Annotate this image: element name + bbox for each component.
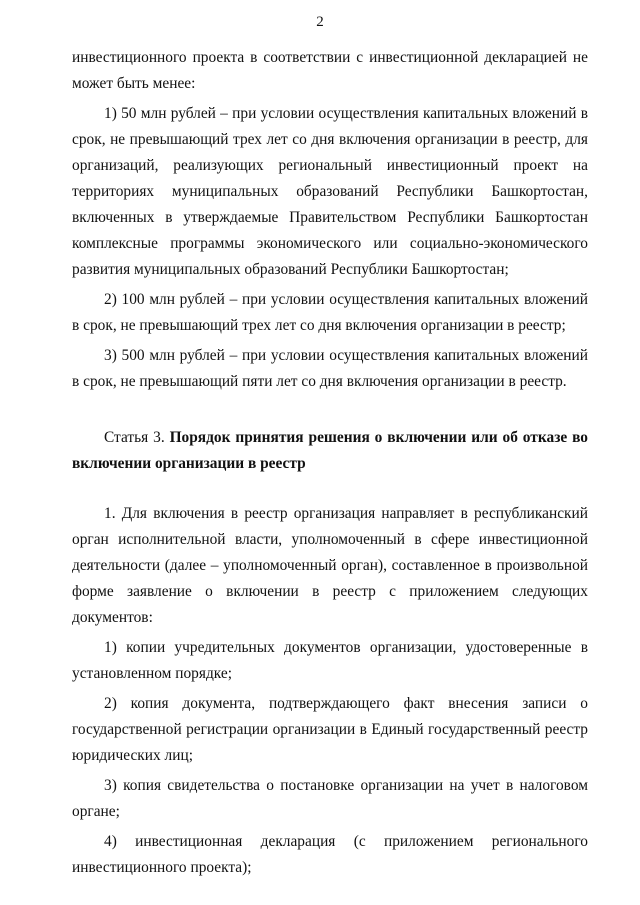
article-title: Порядок принятия решения о включении или об отказе во включении организации в реестр — [72, 429, 589, 472]
article-item-1: 1. Для включения в реестр организация направляет в республиканский орган исполнительной власти, уполномоченный в сфере инвестиционной деятельности (далее – уполномоченный орган), составленное в произвольной форме заявление о включении в реестр с приложением следующих документов: — [72, 505, 588, 626]
article-heading — [72, 425, 588, 477]
paragraph-item-2: 2) 100 млн рублей – при условии осуществления капитальных вложений в срок, не превышающий трех лет со дня включения организации в реестр; — [72, 291, 588, 334]
paragraph-item-1: 1) 50 млн рублей – при условии осуществления капитальных вложений в срок, не превышающий трех лет со дня включения организации в реестр, для организаций, реализующих региональный инвестиционный проект на территориях муниципальных образований Республики Башкортостан, включенных в утверждаемые Правительством Республики Башкортостан комплексные программы экономического или социально-экономического развития муниципальных образований Республики Башкортостан; — [72, 105, 588, 278]
paragraph-item-3: 3) 500 млн рублей – при условии осуществления капитальных вложений в срок, не превышающий пяти лет со дня включения организации в реестр. — [72, 347, 588, 390]
article-label: Статья 3. — [104, 429, 165, 446]
document-body — [72, 45, 588, 881]
document-item-3: 3) копия свидетельства о постановке организации на учет в налоговом органе; — [72, 777, 588, 820]
document-item-1: 1) копии учредительных документов организации, удостоверенные в установленном порядке; — [72, 639, 588, 682]
paragraph-continuation: инвестиционного проекта в соответствии с инвестиционной декларацией не может быть менее: — [72, 49, 588, 92]
document-item-2: 2) копия документа, подтверждающего факт внесения записи о государственной регистрации организации в Единый государственный реестр юридических лиц; — [72, 695, 588, 764]
page-number: 2 — [316, 14, 324, 30]
document-item-4: 4) инвестиционная декларация (с приложением регионального инвестиционного проекта); — [72, 833, 588, 876]
